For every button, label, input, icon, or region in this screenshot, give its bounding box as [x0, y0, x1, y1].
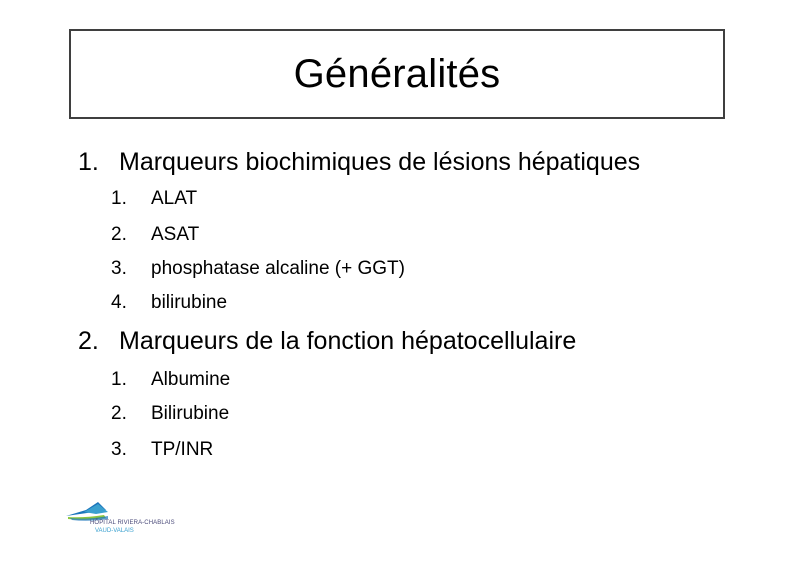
sub-list-item-number: 2. [111, 224, 127, 245]
sub-list-item [111, 293, 511, 315]
list-item [78, 329, 718, 357]
sub-list-item-text: Albumine [151, 369, 231, 390]
sub-list-item-number: 3. [111, 439, 127, 460]
sub-list-item [111, 225, 511, 247]
logo-text-line2: VAUD-VALAIS [95, 528, 134, 534]
sub-list-item-text: ALAT [151, 188, 198, 209]
sub-list-item [111, 404, 511, 426]
sub-list-item-text: ASAT [151, 224, 200, 245]
list-item-number: 1. [78, 148, 99, 176]
sub-list-item [111, 370, 511, 392]
sub-list-item [111, 189, 511, 211]
sub-list-item-text: Bilirubine [151, 403, 230, 424]
list-item-text: Marqueurs biochimiques de lésions hépatiques [119, 148, 641, 176]
sub-list-item-text: phosphatase alcaline (+ GGT) [151, 258, 405, 279]
sub-list-item-text: bilirubine [151, 292, 228, 313]
sub-list-item-number: 1. [111, 188, 127, 209]
sub-list-item-number: 4. [111, 292, 127, 313]
sub-list-item-number: 1. [111, 369, 127, 390]
sub-list-item [111, 440, 511, 462]
sub-list-item-text: TP/INR [151, 439, 214, 460]
list-item-text: Marqueurs de la fonction hépatocellulaire [119, 327, 577, 355]
list-item [78, 150, 718, 178]
logo-text-line1: HÔPITAL RIVIERA-CHABLAIS [90, 520, 175, 526]
sub-list-item-number: 3. [111, 258, 127, 279]
list-item-number: 2. [78, 327, 99, 355]
slide-title: Généralités [293, 52, 501, 96]
sub-list-item-number: 2. [111, 403, 127, 424]
sub-list-item [111, 259, 511, 281]
